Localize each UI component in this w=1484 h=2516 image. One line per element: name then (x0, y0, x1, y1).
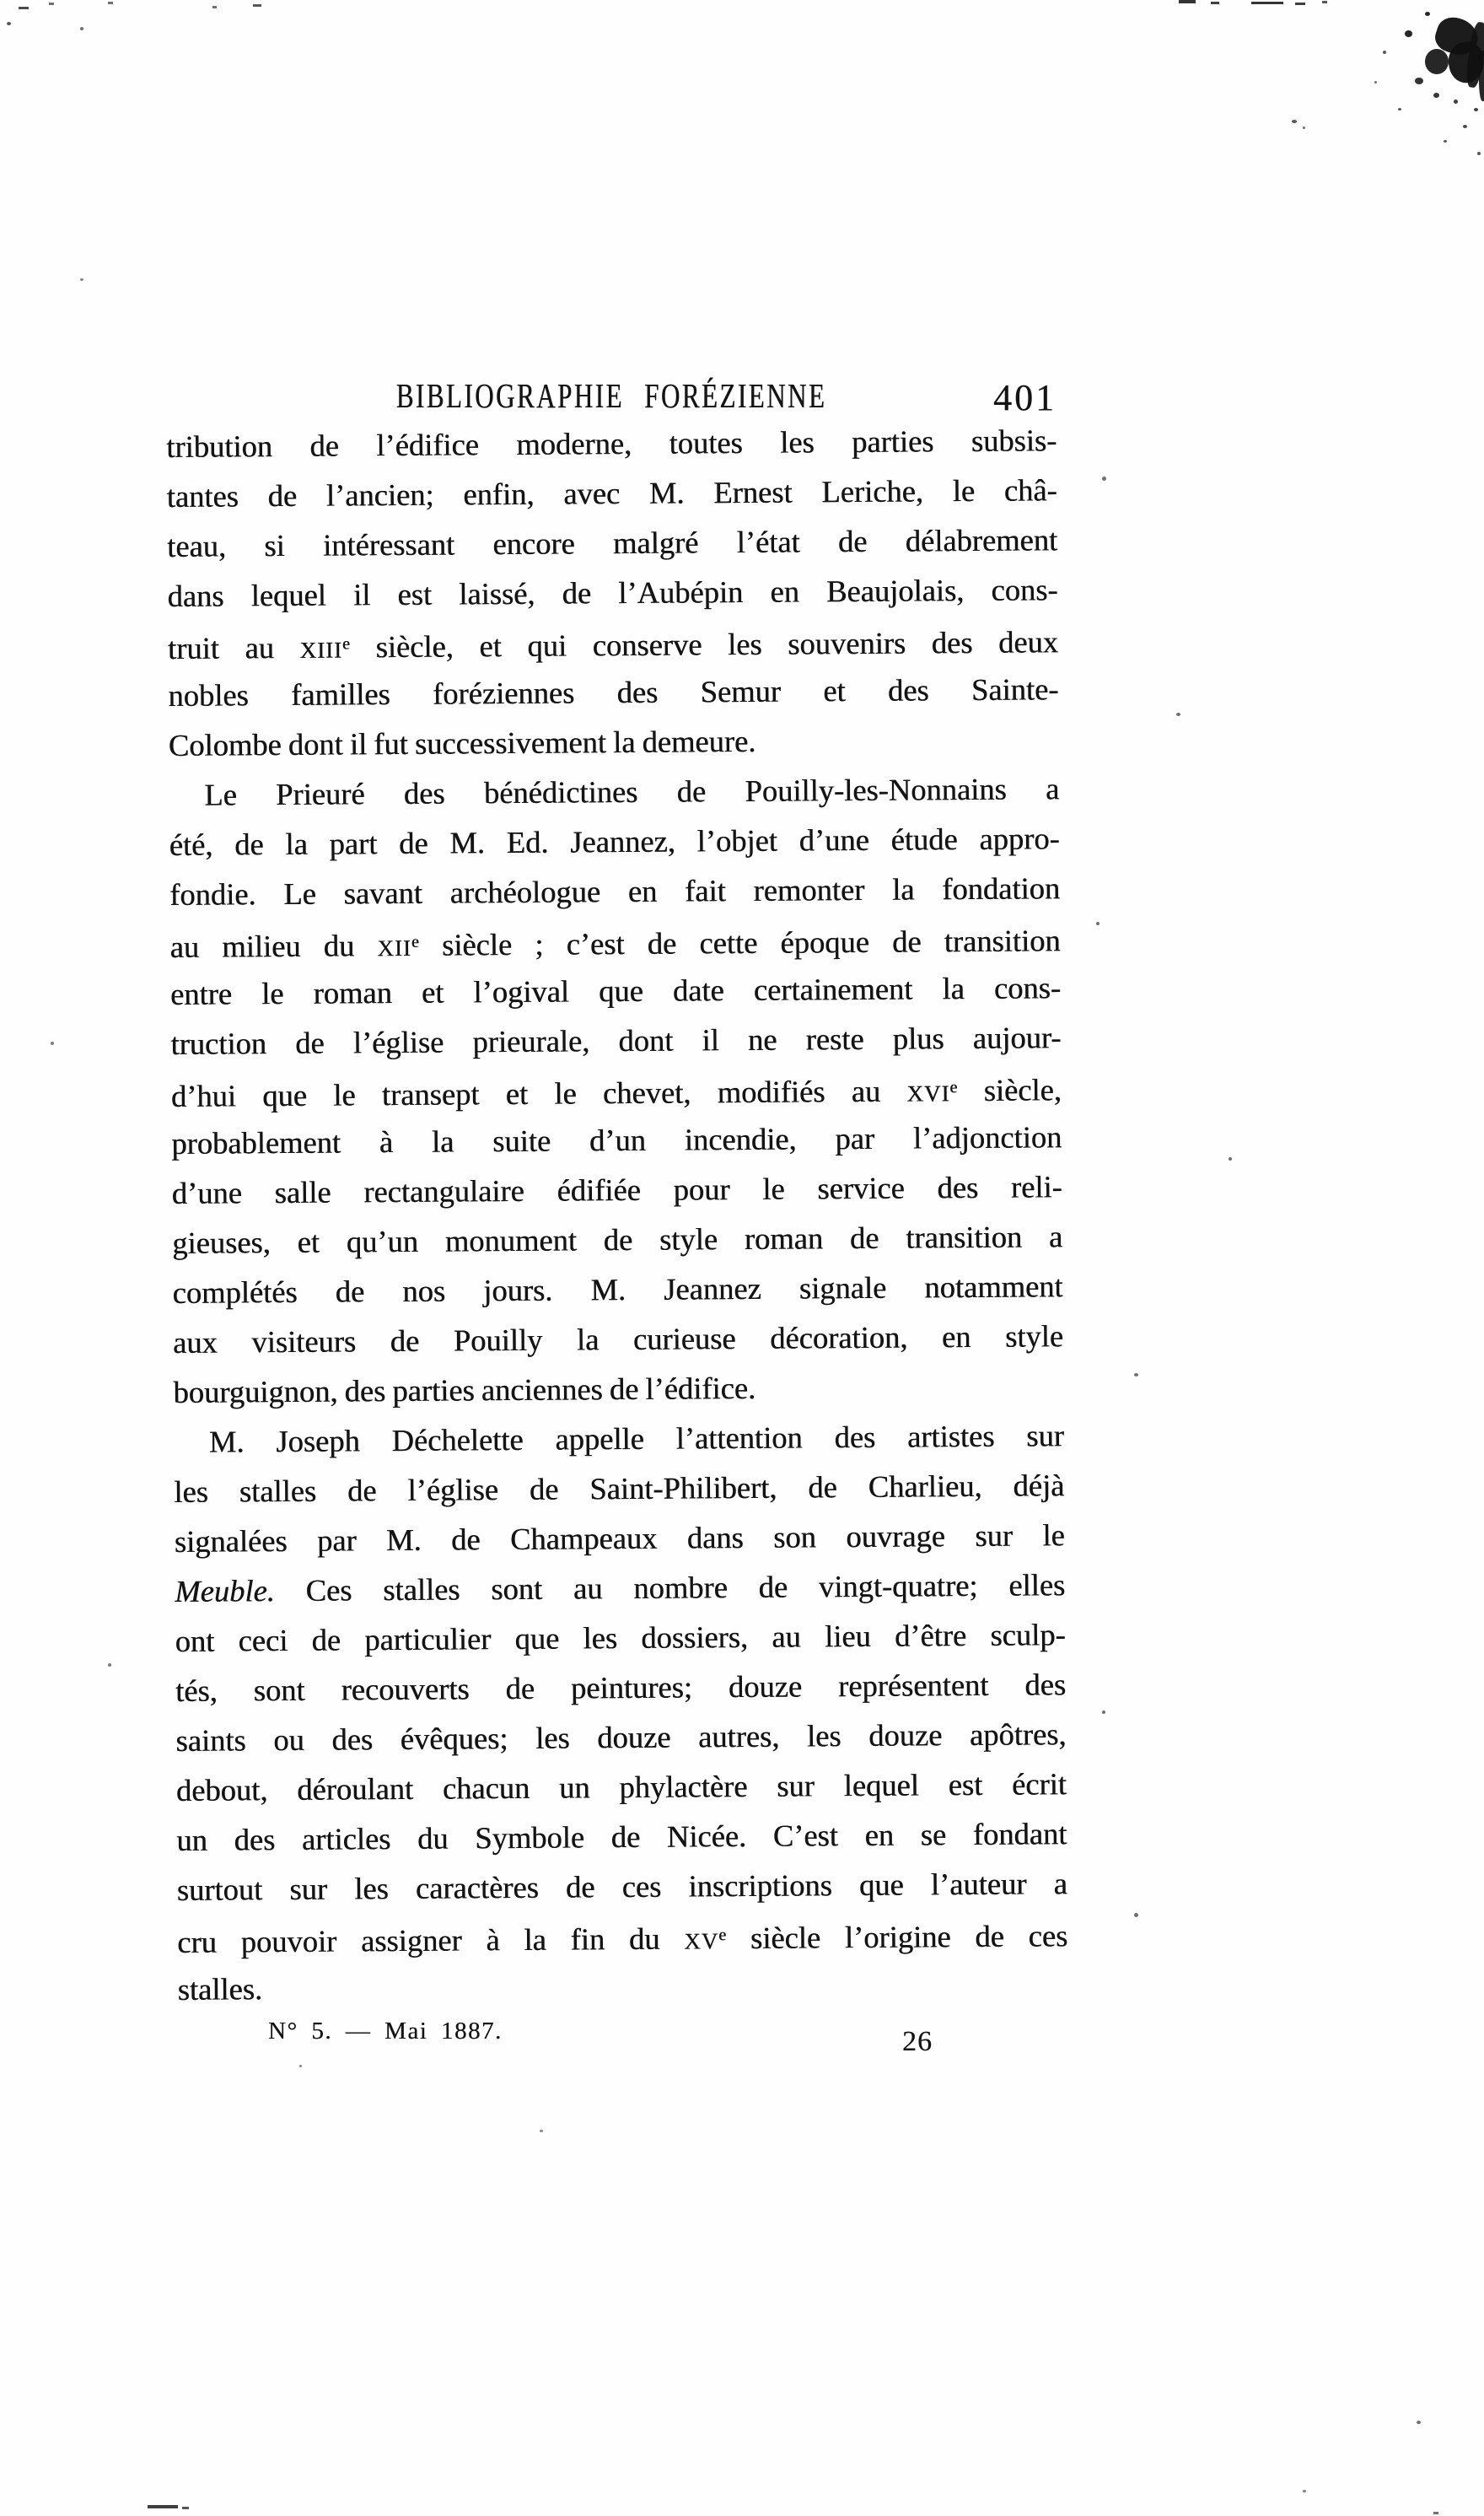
text-line: dans lequel il est laissé, de l’Aubépin en Beaujolais, cons- (167, 572, 1058, 613)
text-line: complétés de nos jours. M. Jeannez signale notamment (172, 1269, 1063, 1310)
text-line: Colombe dont il fut successivement la demeure. (168, 723, 756, 762)
scan-speckle (1474, 108, 1478, 111)
signature-mark: 26 (902, 2026, 933, 2057)
text-line: entre le roman et l’ogival que date certainement la cons- (169, 970, 1062, 1011)
scan-speckle (1425, 12, 1430, 16)
scan-speckle (1303, 127, 1305, 129)
text-line: tés, sont recouverts de peintures; douze représentent des (175, 1667, 1067, 1708)
text-line: cru pouvoir assigner à la fin du XVe siècle l’origine de ces (177, 1918, 1068, 1959)
scan-speckle (7, 22, 11, 25)
ink-blot (1425, 49, 1449, 74)
scan-speckle (19, 7, 29, 9)
scan-speckle (49, 3, 54, 5)
scan-speckle (1433, 2512, 1438, 2514)
scan-speckle (1374, 81, 1377, 84)
text-line: stalles. (177, 1971, 263, 2007)
text-line: nobles familles foréziennes des Semur et des Sainte- (168, 671, 1059, 713)
scan-speckle (1102, 477, 1106, 481)
scan-speckle (51, 1042, 54, 1045)
scan-speckle (80, 27, 83, 30)
text-line: truction de l’église prieurale, dont il ne reste plus aujour- (170, 1020, 1062, 1061)
scan-speckle (1383, 51, 1386, 54)
scan-speckle (1405, 30, 1412, 37)
scan-speckle (1295, 3, 1305, 5)
page-number: 401 (993, 377, 1057, 418)
scan-speckle (148, 2505, 178, 2508)
scan-speckle (1463, 125, 1467, 128)
text-line: au milieu du XIIe siècle ; c’est de cette époque de transition (169, 923, 1061, 965)
scan-speckle (1211, 2, 1219, 4)
scan-speckle (1444, 140, 1447, 143)
scan-speckle (80, 278, 83, 281)
scan-speckle (1292, 120, 1297, 123)
scan-speckle (1322, 1, 1327, 3)
text-line: tribution de l’édifice moderne, toutes les parties subsis- (166, 423, 1057, 464)
page-body (166, 415, 1068, 2014)
text-line: probablement à la suite d’un incendie, par l’adjonction (171, 1119, 1062, 1161)
scan-speckle (108, 2, 113, 4)
scan-speckle (1303, 2490, 1306, 2492)
text-line: aux visiteurs de Pouilly la curieuse décoration, en style (172, 1318, 1064, 1360)
scan-speckle (1477, 152, 1481, 155)
scan-speckle (1229, 1157, 1232, 1161)
scan-speckle (212, 6, 217, 8)
scan-speckle (1176, 713, 1180, 716)
scan-speckle (1433, 93, 1439, 98)
scan-speckle (299, 2065, 302, 2067)
text-line: gieuses, et qu’un monument de style roman de transition a (171, 1219, 1063, 1260)
scan-speckle (1415, 78, 1423, 84)
ink-blot (1479, 51, 1484, 101)
running-title: BIBLIOGRAPHIE FORÉZIENNE (395, 376, 827, 416)
scan-speckle (1398, 108, 1401, 110)
scan-speckle (1251, 2, 1283, 4)
scan-speckle (1454, 100, 1458, 104)
text-line: Meuble. Ces stalles sont au nombre de vingt-quatre; elles (175, 1567, 1066, 1608)
scan-speckle (1134, 1913, 1138, 1917)
text-line: truit au XIIIe siècle, et qui conserve les souvenirs des deux (167, 624, 1059, 666)
text-line: tantes de l’ancien; enfin, avec M. Ernest Leriche, le châ- (166, 472, 1057, 514)
issue-label: N° 5. — Mai 1887. (268, 2018, 503, 2045)
text-line: bourguignon, des parties anciennes de l’édifice. (173, 1370, 756, 1409)
text-line: debout, déroulant chacun un phylactère sur lequel est écrit (175, 1766, 1067, 1808)
text-line: ont ceci de particulier que les dossiers, au lieu d’être sculp- (175, 1617, 1066, 1658)
text-line: d’une salle rectangulaire édifiée pour le service des reli- (171, 1169, 1062, 1210)
scan-speckle (1417, 2421, 1421, 2424)
text-line: surtout sur les caractères de ces inscriptions que l’auteur a (176, 1866, 1067, 1907)
scan-speckle (108, 1663, 111, 1667)
text-line: été, de la part de M. Ed. Jeannez, l’objet d’une étude appro- (169, 821, 1060, 862)
text-line: fondie. Le savant archéologue en fait remonter la fondation (169, 870, 1061, 912)
text-line: Le Prieuré des bénédictines de Pouilly-les-Nonnains a (204, 771, 1060, 812)
scan-speckle (540, 2130, 543, 2132)
text-line: teau, si intéressant encore malgré l’état de délabrement (166, 522, 1058, 563)
scan-speckle (253, 4, 261, 7)
scan-speckle (1096, 922, 1100, 925)
scan-speckle (1134, 1373, 1138, 1377)
text-line: saints ou des évêques; les douze autres, les douze apôtres, (175, 1716, 1067, 1758)
scan-speckle (182, 2507, 189, 2509)
text-line: M. Joseph Déchelette appelle l’attention des artistes sur (208, 1418, 1064, 1459)
scan-speckle (1102, 1711, 1105, 1714)
text-line: signalées par M. de Champeaux dans son ouvrage sur le (174, 1517, 1065, 1559)
scan-speckle (1179, 0, 1196, 3)
text-line: un des articles du Symbole de Nicée. C’est en se fondant (176, 1816, 1067, 1857)
text-line: d’hui que le transept et le chevet, modifiés au XVIe siècle, (170, 1072, 1062, 1114)
text-line: les stalles de l’église de Saint-Philibert, de Charlieu, déjà (174, 1468, 1065, 1509)
